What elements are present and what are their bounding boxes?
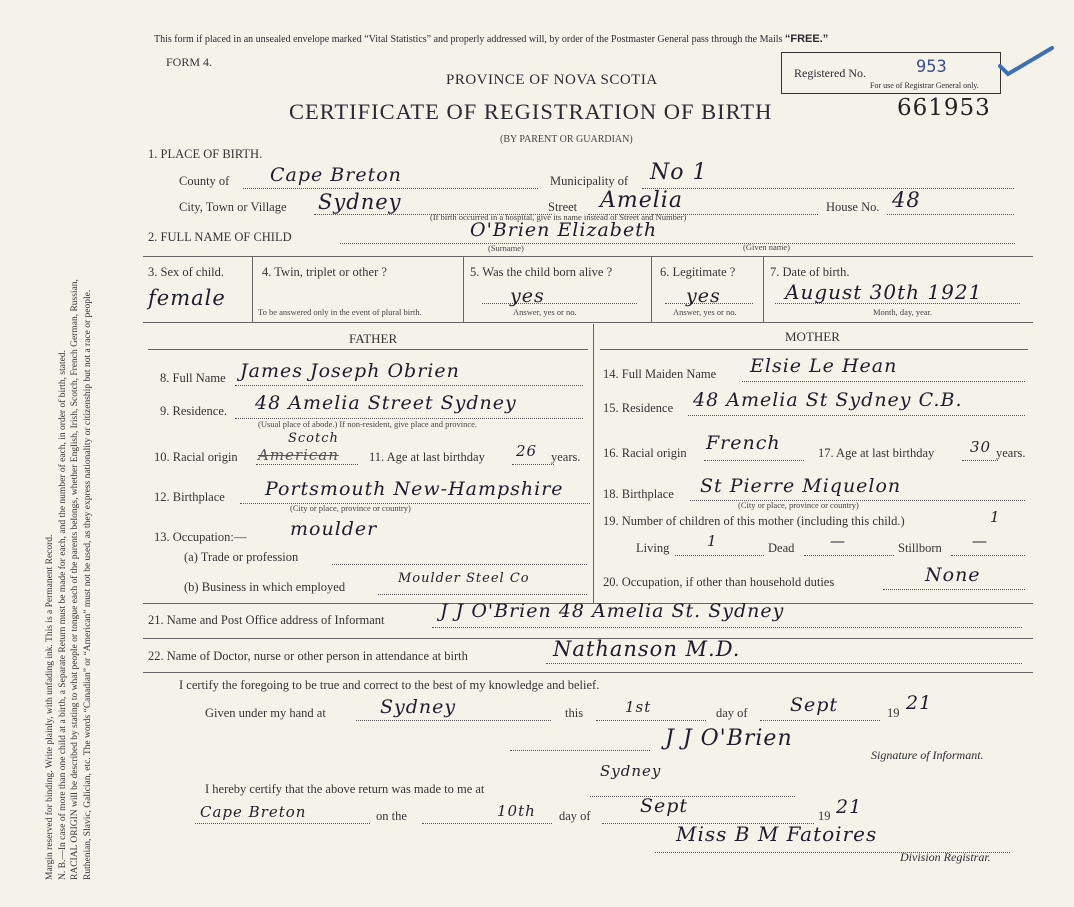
registrar-on-label: on the bbox=[376, 809, 407, 823]
street-value: Amelia bbox=[600, 188, 683, 213]
father-birthplace-value: Portsmouth New-Hampshire bbox=[265, 478, 564, 500]
father-years-label: years. bbox=[551, 450, 581, 464]
mother-years-label: years. bbox=[996, 446, 1026, 460]
informant-line bbox=[432, 627, 1022, 628]
house-line bbox=[887, 214, 1014, 215]
sex-value: female bbox=[148, 286, 226, 310]
street-label: Street bbox=[548, 200, 578, 214]
given-day-line bbox=[596, 720, 706, 721]
legitimate-label: 6. Legitimate ? bbox=[660, 265, 736, 279]
mother-occupation-label: 20. Occupation, if other than household duties bbox=[603, 575, 835, 589]
father-heading-rule bbox=[148, 349, 588, 350]
father-racial-line bbox=[256, 464, 358, 465]
mother-age-line bbox=[962, 460, 998, 461]
given-place-line bbox=[356, 720, 551, 721]
county-label: County of bbox=[179, 174, 230, 188]
living-label: Living bbox=[636, 541, 670, 555]
father-birthplace-note: (City or place, province or country) bbox=[290, 503, 411, 513]
dead-line bbox=[804, 555, 894, 556]
given-day-of-label: day of bbox=[716, 706, 748, 720]
mother-name-label: 14. Full Maiden Name bbox=[603, 367, 717, 381]
living-value: 1 bbox=[707, 532, 718, 550]
informant-signature-label: Signature of Informant. bbox=[871, 748, 984, 762]
trade-label: (a) Trade or profession bbox=[184, 550, 299, 564]
mother-name-value: Elsie Le Hean bbox=[750, 355, 898, 377]
father-age-label: 11. Age at last birthday bbox=[369, 450, 485, 464]
sex-label: 3. Sex of child. bbox=[148, 265, 225, 279]
mother-age-label: 17. Age at last birthday bbox=[818, 446, 935, 460]
legitimate-value: yes bbox=[686, 285, 721, 307]
registered-note: For use of Registrar General only. bbox=[870, 81, 979, 90]
dead-label: Dead bbox=[768, 541, 795, 555]
postal-notice-text: This form if placed in an unsealed envelope marked “Vital Statistics” and properly addressed will, by order of the Postmaster General pass through the Mails bbox=[154, 34, 783, 45]
registrar-year-value: 21 bbox=[836, 796, 863, 818]
margin-line-4: Ruthenian, Slavic, Galician, etc. The words “Canadian” or “American” must not be used, as they express nationality or citizenship but not a race or people. bbox=[82, 289, 93, 880]
child-name-value: O'Brien Elizabeth bbox=[470, 219, 658, 241]
margin-line-2: N. B.—In case of more than one child at a birth, a Separate Return must be made for each, and the number of each, in order of birth, stated. bbox=[57, 350, 68, 880]
county-value: Cape Breton bbox=[270, 164, 402, 186]
informant-certify-text: I certify the foregoing to be true and correct to the best of my knowledge and belief. bbox=[179, 678, 600, 692]
mother-residence-value: 48 Amelia St Sydney C.B. bbox=[693, 389, 963, 411]
mother-residence-label: 15. Residence bbox=[603, 401, 674, 415]
stillborn-line bbox=[951, 555, 1025, 556]
given-year-value: 21 bbox=[906, 692, 933, 714]
registrar-county-value: Cape Breton bbox=[200, 803, 307, 821]
doctor-line bbox=[546, 663, 1022, 664]
doctor-value: Nathanson M.D. bbox=[553, 637, 741, 661]
registrar-signature: Miss B M Fatoires bbox=[676, 822, 878, 846]
doctor-bottom-rule bbox=[143, 672, 1033, 673]
mother-name-line bbox=[742, 381, 1025, 382]
county-line bbox=[243, 188, 538, 189]
row-3-bottom-rule bbox=[143, 322, 1033, 323]
mother-racial-line bbox=[704, 460, 804, 461]
dob-label: 7. Date of birth. bbox=[770, 265, 850, 279]
mother-heading: MOTHER bbox=[785, 329, 840, 344]
mother-birthplace-label: 18. Birthplace bbox=[603, 487, 674, 501]
margin-line-3: RACIAL ORIGIN will be described by stating to what people or tongue each of the parents belongs, whether English, Irish, Scotch, French German, Russian, bbox=[70, 279, 80, 880]
father-racial-label: 10. Racial origin bbox=[154, 450, 238, 464]
registrar-year-prefix: 19 bbox=[818, 809, 831, 823]
father-residence-label: 9. Residence. bbox=[160, 404, 227, 418]
children-count-label: 19. Number of children of this mother (including this child.) bbox=[603, 514, 905, 528]
father-birthplace-label: 12. Birthplace bbox=[154, 490, 225, 504]
twin-label: 4. Twin, triplet or other ? bbox=[262, 265, 387, 279]
registrar-day-of-label: day of bbox=[559, 809, 591, 823]
margin-line-1: Margin reserved for binding. Write plainly, with unfading ink. This is a Permanent Record. bbox=[45, 534, 55, 880]
informant-signature-line bbox=[510, 750, 650, 751]
informant-value: J J O'Brien 48 Amelia St. Sydney bbox=[440, 600, 785, 622]
row-3-top-rule bbox=[143, 256, 1033, 257]
mother-occupation-line bbox=[883, 589, 1025, 590]
alive-value: yes bbox=[510, 285, 545, 307]
twin-note: To be answered only in the event of plural birth. bbox=[258, 307, 422, 317]
father-occupation-value: moulder bbox=[290, 518, 378, 540]
certificate-subtitle: (BY PARENT OR GUARDIAN) bbox=[500, 134, 633, 145]
dob-value: August 30th 1921 bbox=[785, 280, 983, 304]
father-occupation-label: 13. Occupation:— bbox=[154, 530, 247, 544]
trade-line bbox=[332, 564, 587, 565]
municipality-label: Municipality of bbox=[550, 174, 629, 188]
alive-note: Answer, yes or no. bbox=[513, 307, 577, 317]
father-name-line bbox=[235, 385, 583, 386]
house-label: House No. bbox=[826, 200, 880, 214]
postal-free: “FREE.” bbox=[784, 33, 829, 45]
mother-occupation-value: None bbox=[925, 564, 981, 586]
checkmark-icon bbox=[996, 44, 1056, 78]
mother-age-value: 30 bbox=[970, 438, 992, 456]
form-number: FORM 4. bbox=[166, 55, 213, 69]
father-heading: FATHER bbox=[349, 331, 398, 346]
legitimate-note: Answer, yes or no. bbox=[673, 307, 737, 317]
mother-racial-value: French bbox=[706, 432, 781, 454]
registrar-county-line bbox=[195, 823, 370, 824]
house-value: 48 bbox=[892, 188, 921, 212]
city-label: City, Town or Village bbox=[179, 200, 287, 214]
mother-birthplace-note: (City or place, province or country) bbox=[738, 500, 859, 510]
father-residence-note: (Usual place of abode.) If non-resident, give place and province. bbox=[258, 419, 478, 429]
given-place-value: Sydney bbox=[380, 696, 457, 718]
place-of-birth-label: 1. PLACE OF BIRTH. bbox=[148, 147, 263, 161]
business-line bbox=[378, 594, 587, 595]
child-name-line bbox=[340, 243, 1015, 244]
living-line bbox=[675, 555, 764, 556]
registrar-day-value: 10th bbox=[497, 802, 536, 820]
dob-note: Month, day, year. bbox=[873, 307, 933, 317]
registrar-month-value: Sept bbox=[640, 795, 689, 817]
handwritten-registration-number: 661953 bbox=[897, 95, 991, 121]
father-residence-value: 48 Amelia Street Sydney bbox=[255, 392, 517, 414]
dead-value: — bbox=[830, 532, 846, 550]
registrar-place-line bbox=[590, 796, 795, 797]
municipality-value: No 1 bbox=[650, 160, 708, 185]
given-year-prefix: 19 bbox=[887, 706, 900, 720]
province-heading: PROVINCE OF NOVA SCOTIA bbox=[446, 72, 658, 88]
this-label: this bbox=[565, 706, 584, 720]
row-3-divider-4 bbox=[763, 256, 764, 322]
informant-signature: J J O'Brien bbox=[665, 726, 793, 751]
informant-label: 21. Name and Post Office address of Informant bbox=[148, 613, 385, 627]
municipality-line bbox=[642, 188, 1014, 189]
registrar-day-line bbox=[422, 823, 552, 824]
mother-racial-label: 16. Racial origin bbox=[603, 446, 687, 460]
given-name-note: (Given name) bbox=[743, 242, 790, 252]
registrar-certify-text: I hereby certify that the above return was made to me at bbox=[205, 782, 485, 796]
mother-heading-rule bbox=[600, 349, 1028, 350]
registrar-place-value: Sydney bbox=[600, 762, 662, 780]
child-name-label: 2. FULL NAME OF CHILD bbox=[148, 230, 292, 244]
doctor-label: 22. Name of Doctor, nurse or other person in attendance at birth bbox=[148, 649, 468, 663]
given-month-line bbox=[760, 720, 880, 721]
registrar-signature-label: Division Registrar. bbox=[900, 850, 991, 864]
mother-birthplace-value: St Pierre Miquelon bbox=[700, 475, 902, 497]
business-value: Moulder Steel Co bbox=[398, 571, 530, 586]
given-day-value: 1st bbox=[625, 698, 652, 716]
registered-box bbox=[781, 52, 1001, 94]
father-name-label: 8. Full Name bbox=[160, 371, 226, 385]
father-age-value: 26 bbox=[516, 442, 538, 460]
margin-instructions bbox=[44, 279, 94, 880]
alive-label: 5. Was the child born alive ? bbox=[470, 265, 613, 279]
stillborn-label: Stillborn bbox=[898, 541, 942, 555]
given-month-value: Sept bbox=[790, 694, 839, 716]
stillborn-value: — bbox=[972, 532, 988, 550]
hospital-note: (If birth occurred in a hospital, give its name instead of Street and Number) bbox=[430, 212, 687, 222]
business-label: (b) Business in which employed bbox=[184, 580, 346, 594]
city-value: Sydney bbox=[318, 190, 402, 214]
registered-number: 953 bbox=[916, 57, 947, 77]
column-divider bbox=[593, 324, 594, 603]
registered-label: Registered No. bbox=[794, 66, 866, 80]
father-racial-struck: American bbox=[258, 446, 339, 464]
children-count-value: 1 bbox=[990, 508, 1001, 526]
given-label: Given under my hand at bbox=[205, 706, 326, 720]
surname-note: (Surname) bbox=[488, 243, 524, 253]
father-racial-value: Scotch bbox=[288, 431, 339, 446]
certificate-title: CERTIFICATE OF REGISTRATION OF BIRTH bbox=[289, 99, 773, 124]
row-3-divider-2 bbox=[463, 256, 464, 322]
mother-residence-line bbox=[688, 415, 1025, 416]
father-age-line bbox=[512, 464, 554, 465]
father-name-value: James Joseph Obrien bbox=[240, 360, 460, 382]
postal-notice bbox=[154, 33, 828, 45]
row-3-divider-3 bbox=[651, 256, 652, 322]
row-3-divider-1 bbox=[252, 256, 253, 322]
alive-line bbox=[482, 303, 637, 304]
